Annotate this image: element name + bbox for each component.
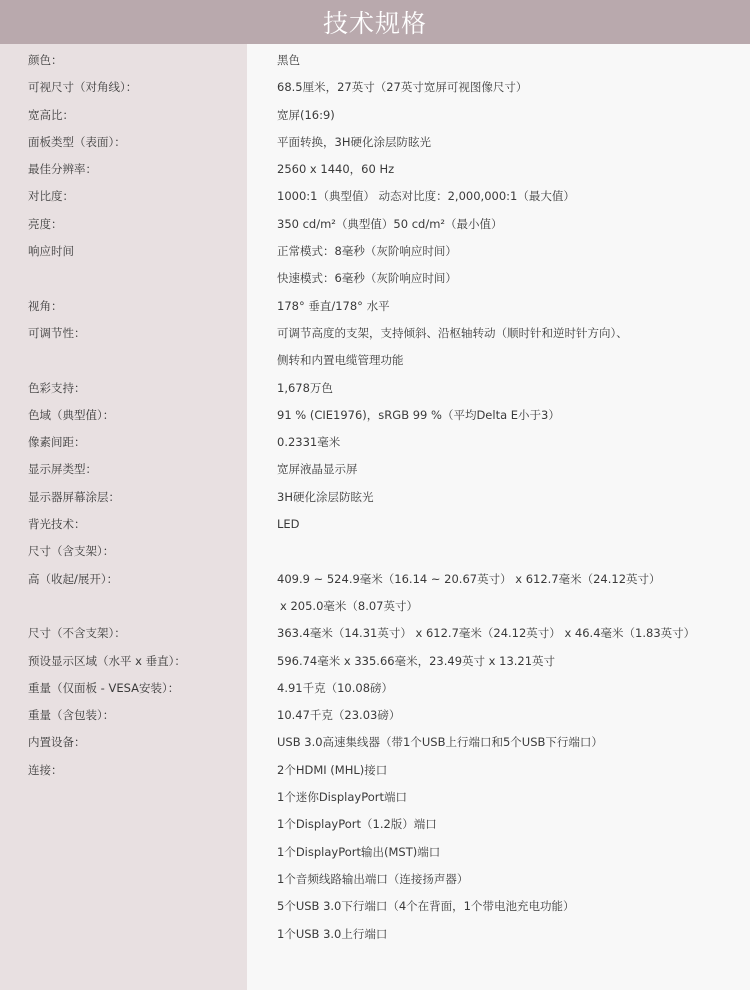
spec-row (0, 238, 750, 265)
spec-row (0, 102, 750, 129)
spec-value: 黑色 (277, 53, 300, 67)
spec-label: 重量（仅面板 - VESA安装）： (28, 680, 180, 695)
spec-value: 2个HDMI (MHL)接口 (277, 762, 388, 777)
spec-row (0, 566, 750, 593)
spec-row (0, 320, 750, 347)
spec-value: 正常模式：8毫秒（灰阶响应时间） (277, 244, 457, 259)
spec-value: 宽屏液晶显示屏 (277, 462, 358, 477)
spec-row (0, 375, 750, 402)
spec-row (0, 729, 750, 756)
spec-label: 背光技术： (28, 517, 86, 532)
spec-row (0, 784, 750, 811)
spec-label: 最佳分辨率： (28, 162, 97, 177)
spec-label: 视角： (28, 298, 63, 313)
spec-label: 高（收起/展开）： (28, 571, 119, 586)
spec-row (0, 429, 750, 456)
spec-label: 连接： (28, 762, 63, 777)
spec-label: 显示屏类型： (28, 462, 97, 477)
spec-label: 内置设备： (28, 735, 86, 750)
spec-row (0, 156, 750, 183)
spec-value: 350 cd/m²（典型值）50 cd/m²（最小值） (277, 216, 503, 231)
spec-row (0, 620, 750, 647)
spec-table (0, 47, 750, 948)
spec-value: 10.47千克（23.03磅） (277, 708, 401, 723)
spec-value: 可调节高度的支架，支持倾斜、沿枢轴转动（顺时针和逆时针方向）、 (277, 325, 628, 340)
spec-row (0, 347, 750, 374)
spec-value: 1个音频线路输出端口（连接扬声器） (277, 871, 469, 886)
spec-row (0, 702, 750, 729)
spec-value: 侧转和内置电缆管理功能 (277, 353, 404, 368)
spec-value: 1,678万色 (277, 380, 333, 395)
spec-value: 3H硬化涂层防眩光 (277, 489, 374, 504)
spec-value: 平面转换，3H硬化涂层防眩光 (277, 134, 431, 149)
spec-row (0, 866, 750, 893)
spec-label: 显示器屏幕涂层： (28, 489, 120, 504)
spec-row (0, 293, 750, 320)
spec-label: 尺寸（含支架）： (28, 544, 115, 559)
spec-label: 预设显示区域（水平 x 垂直）： (28, 653, 186, 668)
spec-value: 5个USB 3.0下行端口（4个在背面，1个带电池充电功能） (277, 899, 575, 914)
page-title: 技术规格 (322, 9, 427, 38)
spec-label: 像素间距： (28, 435, 86, 450)
spec-value: 91 % (CIE1976)，sRGB 99 %（平均Delta E小于3） (277, 407, 560, 422)
spec-row (0, 757, 750, 784)
spec-row (0, 675, 750, 702)
spec-value: 1个DisplayPort（1.2版）端口 (277, 817, 437, 832)
spec-row (0, 921, 750, 948)
spec-row (0, 839, 750, 866)
spec-value: x 205.0毫米（8.07英寸） (280, 598, 418, 613)
spec-row (0, 511, 750, 538)
spec-row (0, 456, 750, 483)
spec-row (0, 484, 750, 511)
spec-value: 68.5厘米，27英寸（27英寸宽屏可视图像尺寸） (277, 80, 528, 95)
spec-row (0, 593, 750, 620)
spec-row (0, 538, 750, 565)
spec-row (0, 129, 750, 156)
spec-label: 颜色： (28, 53, 63, 67)
spec-row (0, 402, 750, 429)
spec-value: 1个USB 3.0上行端口 (277, 926, 388, 941)
spec-label: 重量（含包装）： (28, 708, 115, 723)
spec-label: 响应时间 (28, 244, 74, 259)
spec-value: 宽屏(16:9) (277, 107, 335, 122)
spec-label: 尺寸（不含支架）： (28, 626, 126, 641)
spec-row (0, 811, 750, 838)
spec-row (0, 47, 750, 74)
spec-value: 178° 垂直/178° 水平 (277, 298, 390, 313)
spec-label: 亮度： (28, 216, 63, 231)
spec-row (0, 211, 750, 238)
spec-row (0, 265, 750, 292)
spec-value: 1000:1（典型值） 动态对比度：2,000,000:1（最大值） (277, 189, 575, 204)
spec-value: 4.91千克（10.08磅） (277, 680, 394, 695)
spec-row (0, 648, 750, 675)
spec-value: LED (277, 517, 300, 532)
spec-value: 409.9 ~ 524.9毫米（16.14 ~ 20.67英寸） x 612.7毫米（24.12英寸） (277, 571, 661, 586)
spec-value: 596.74毫米 x 335.66毫米，23.49英寸 x 13.21英寸 (277, 653, 556, 668)
spec-label: 色域（典型值）： (28, 407, 115, 422)
spec-value: 1个迷你DisplayPort端口 (277, 790, 408, 805)
spec-value: 2560 x 1440，60 Hz (277, 162, 395, 177)
spec-value: 快速模式：6毫秒（灰阶响应时间） (277, 271, 457, 286)
header-bar (0, 0, 750, 44)
spec-label: 宽高比： (28, 107, 74, 122)
spec-row (0, 74, 750, 101)
spec-value: 363.4毫米（14.31英寸） x 612.7毫米（24.12英寸） x 46.4毫米（1.83英寸） (277, 626, 696, 641)
spec-row (0, 183, 750, 210)
spec-label: 可视尺寸（对角线）： (28, 80, 138, 95)
spec-value: 0.2331毫米 (277, 435, 341, 450)
spec-row (0, 893, 750, 920)
spec-label: 对比度： (28, 189, 74, 204)
spec-label: 色彩支持： (28, 380, 86, 395)
spec-value: USB 3.0高速集线器（带1个USB上行端口和5个USB下行端口） (277, 735, 603, 750)
spec-value: 1个DisplayPort输出(MST)端口 (277, 844, 441, 859)
spec-label: 可调节性： (28, 325, 86, 340)
spec-label: 面板类型（表面）： (28, 134, 126, 149)
